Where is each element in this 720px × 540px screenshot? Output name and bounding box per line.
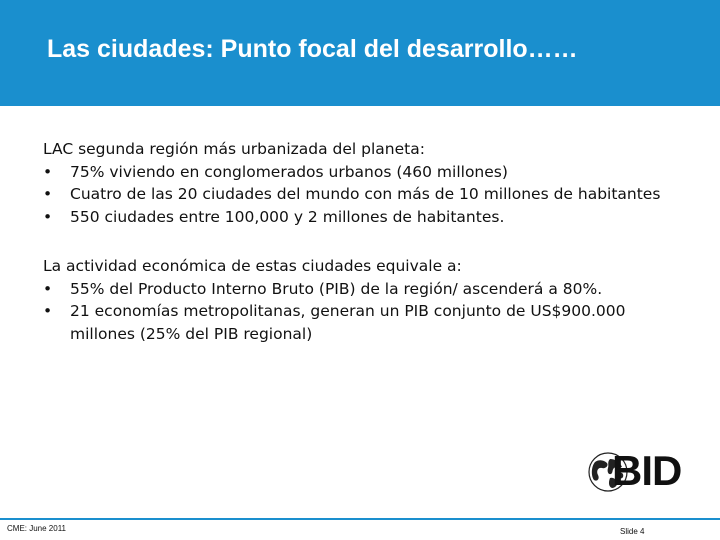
- section1-intro: LAC segunda región más urbanizada del planeta:: [43, 140, 425, 158]
- bullet-text: 550 ciudades entre 100,000 y 2 millones de habitantes.: [70, 207, 505, 226]
- title-bar: [0, 0, 720, 106]
- bullet-text: 21 economías metropolitanas, generan un PIB conjunto de US$900.000 millones (25% del PIB regional): [70, 302, 626, 343]
- bullet-icon: •: [43, 279, 53, 298]
- footer-divider: [0, 518, 720, 520]
- bullet-icon: •: [43, 185, 53, 203]
- slide-number: Slide 4: [620, 527, 645, 536]
- list-item: [43, 183, 683, 206]
- section-spacer: [43, 228, 683, 255]
- bullet-icon: •: [43, 302, 53, 320]
- bullet-text: 75% viviendo en conglomerados urbanos (460 millones): [70, 162, 508, 181]
- slide-content: [43, 138, 683, 345]
- bullet-icon: •: [43, 162, 53, 181]
- footer-date: CME: June 2011: [7, 524, 66, 533]
- slide-title: Las ciudades: Punto focal del desarrollo……: [47, 35, 578, 63]
- list-item: [43, 161, 683, 184]
- section1-bullet-list: [43, 161, 683, 229]
- logo-text: BID: [612, 447, 682, 494]
- section2-bullet-list: [43, 278, 683, 346]
- list-item: [43, 278, 683, 301]
- bid-logo: [586, 447, 692, 494]
- bullet-icon: •: [43, 207, 53, 226]
- bullet-text: 55% del Producto Interno Bruto (PIB) de la región/ ascenderá a 80%.: [70, 279, 603, 298]
- list-item: [43, 206, 683, 229]
- list-item: [43, 300, 683, 345]
- bullet-text: Cuatro de las 20 ciudades del mundo con más de 10 millones de habitantes: [70, 185, 661, 203]
- section2-intro: La actividad económica de estas ciudades equivale a:: [43, 257, 462, 275]
